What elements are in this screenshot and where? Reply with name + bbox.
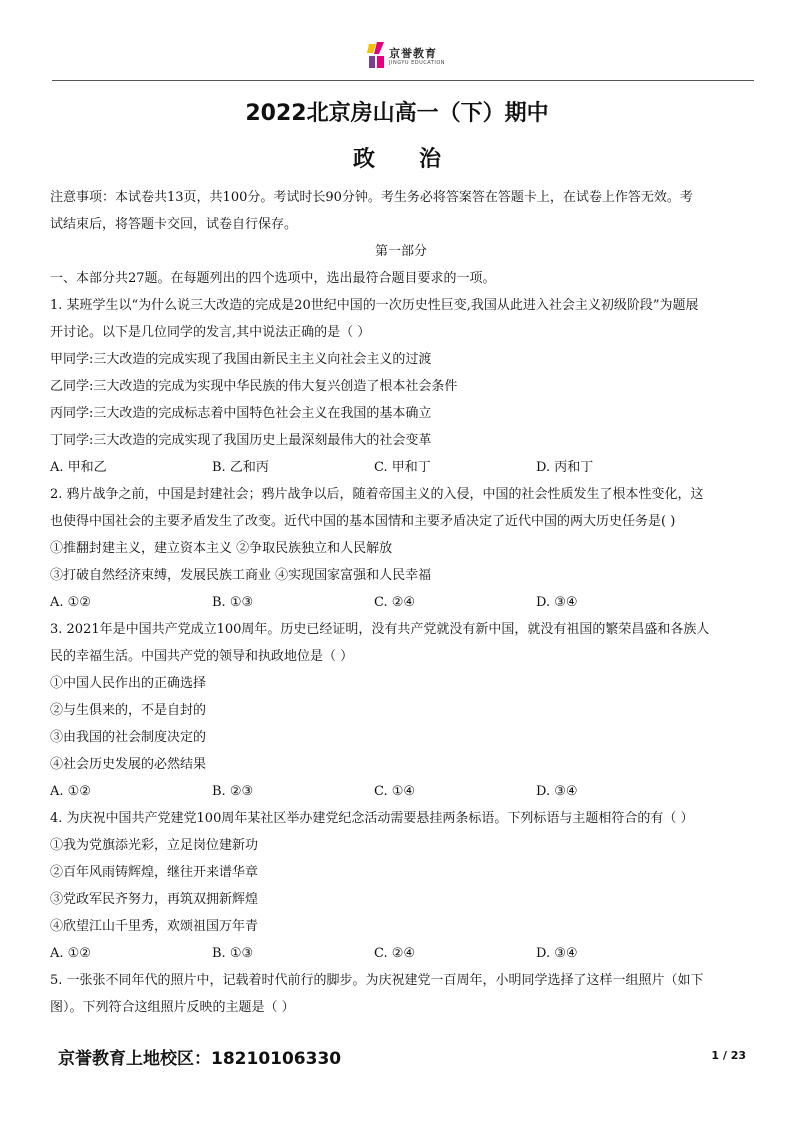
question-line: ②与生俱来的，不是自封的 — [50, 703, 207, 718]
question-line: ③党政军民齐努力，再筑双拥新辉煌 — [50, 892, 259, 907]
option-b: B. ①③ — [212, 595, 254, 610]
logo-subtext: JINGYU EDUCATION — [389, 60, 446, 66]
option-d: D. ③④ — [536, 595, 578, 610]
answer-options — [50, 589, 752, 616]
option-a: A. ①② — [50, 784, 91, 799]
answer-options — [50, 940, 752, 967]
question-line: ①我为党旗添光彩，立足岗位建新功 — [50, 838, 259, 853]
exam-content — [50, 184, 752, 1021]
question-line: 丁同学:三大改造的完成实现了我国历史上最深刻最伟大的社会变革 — [50, 433, 432, 448]
option-c: C. ②④ — [374, 595, 416, 610]
option-b: B. ①③ — [212, 946, 254, 961]
answer-options — [50, 778, 752, 805]
part-heading: 第一部分 — [374, 244, 427, 259]
question-line: ②百年风雨铸辉煌，继往开来谱华章 — [50, 865, 259, 880]
question-4 — [50, 805, 752, 967]
option-c: C. 甲和丁 — [374, 460, 431, 475]
question-2 — [50, 481, 752, 616]
question-line: ③由我国的社会制度决定的 — [50, 730, 207, 745]
question-line: ④社会历史发展的必然结果 — [50, 757, 207, 772]
option-a: A. ①② — [50, 946, 91, 961]
question-line: 开讨论。以下是几位同学的发言,其中说法正确的是（ ） — [50, 325, 371, 340]
page-number: 1 / 23 — [711, 1049, 746, 1062]
exam-title: 2022北京房山高一（下）期中 — [245, 101, 549, 126]
option-a: A. ①② — [50, 595, 91, 610]
question-line: ③打破自然经济束缚，发展民族工商业 ④实现国家富强和人民幸福 — [50, 568, 432, 583]
question-line: 1. 某班学生以“为什么说三大改造的完成是20世纪中国的一次历史性巨变,我国从此进入社会主义初级阶段”为题展 — [50, 298, 699, 313]
notice-line: 试结束后，将答题卡交回，试卷自行保存。 — [50, 217, 298, 232]
option-c: C. ①④ — [374, 784, 416, 799]
question-line: 图）。下列符合这组照片反映的主题是（ ） — [50, 1000, 295, 1015]
answer-options — [50, 454, 752, 481]
question-line: 3. 2021年是中国共产党成立100周年。历史已经证明，没有共产党就没有新中国，就没有祖国的繁荣昌盛和各族人 — [50, 622, 710, 637]
logo-mark-icon — [367, 42, 387, 70]
question-line: ①中国人民作出的正确选择 — [50, 676, 207, 691]
section-intro: 一、本部分共27题。在每题列出的四个选项中，选出最符合题目要求的一项。 — [50, 271, 496, 286]
option-c: C. ②④ — [374, 946, 416, 961]
question-1 — [50, 292, 752, 481]
logo — [367, 42, 457, 72]
question-3 — [50, 616, 752, 805]
page-header — [52, 38, 754, 81]
notice-line: 注意事项：本试卷共13页，共100分。考试时长90分钟。考生务必将答案答在答题卡上，在试卷上作答无效。考 — [50, 190, 693, 205]
option-b: B. ②③ — [212, 784, 254, 799]
question-line: ④欣望江山千里秀，欢颂祖国万年青 — [50, 919, 259, 934]
option-d: D. ③④ — [536, 784, 578, 799]
option-a: A. 甲和乙 — [50, 460, 107, 475]
question-line: 2. 鸦片战争之前，中国是封建社会；鸦片战争以后，随着帝国主义的入侵，中国的社会性质发生了根本性变化，这 — [50, 487, 704, 502]
option-b: B. 乙和丙 — [212, 460, 269, 475]
question-line: 也使得中国社会的主要矛盾发生了改变。近代中国的基本国情和主要矛盾决定了近代中国的两大历史任务是( ) — [50, 514, 676, 529]
question-5 — [50, 967, 752, 1021]
question-line: ①推翻封建主义，建立资本主义 ②争取民族独立和人民解放 — [50, 541, 393, 556]
question-line: 丙同学:三大改造的完成标志着中国特色社会主义在我国的基本确立 — [50, 406, 432, 421]
question-line: 民的幸福生活。中国共产党的领导和执政地位是（ ） — [50, 649, 354, 664]
footer-contact: 京誉教育上地校区：18210106330 — [58, 1049, 342, 1069]
option-d: D. ③④ — [536, 946, 578, 961]
question-line: 甲同学:三大改造的完成实现了我国由新民主主义向社会主义的过渡 — [50, 352, 432, 367]
question-line: 5. 一张张不同年代的照片中，记载着时代前行的脚步。为庆祝建党一百周年，小明同学选择了这样一组照片（如下 — [50, 973, 704, 988]
exam-subject: 政治 — [352, 147, 485, 172]
question-line: 4. 为庆祝中国共产党建党100周年某社区举办建党纪念活动需要悬挂两条标语。下列标语与主题相符合的有（ ） — [50, 811, 694, 826]
logo-text: 京誉教育 — [389, 47, 437, 60]
option-d: D. 丙和丁 — [536, 460, 594, 475]
question-line: 乙同学:三大改造的完成为实现中华民族的伟大复兴创造了根本社会条件 — [50, 379, 458, 394]
